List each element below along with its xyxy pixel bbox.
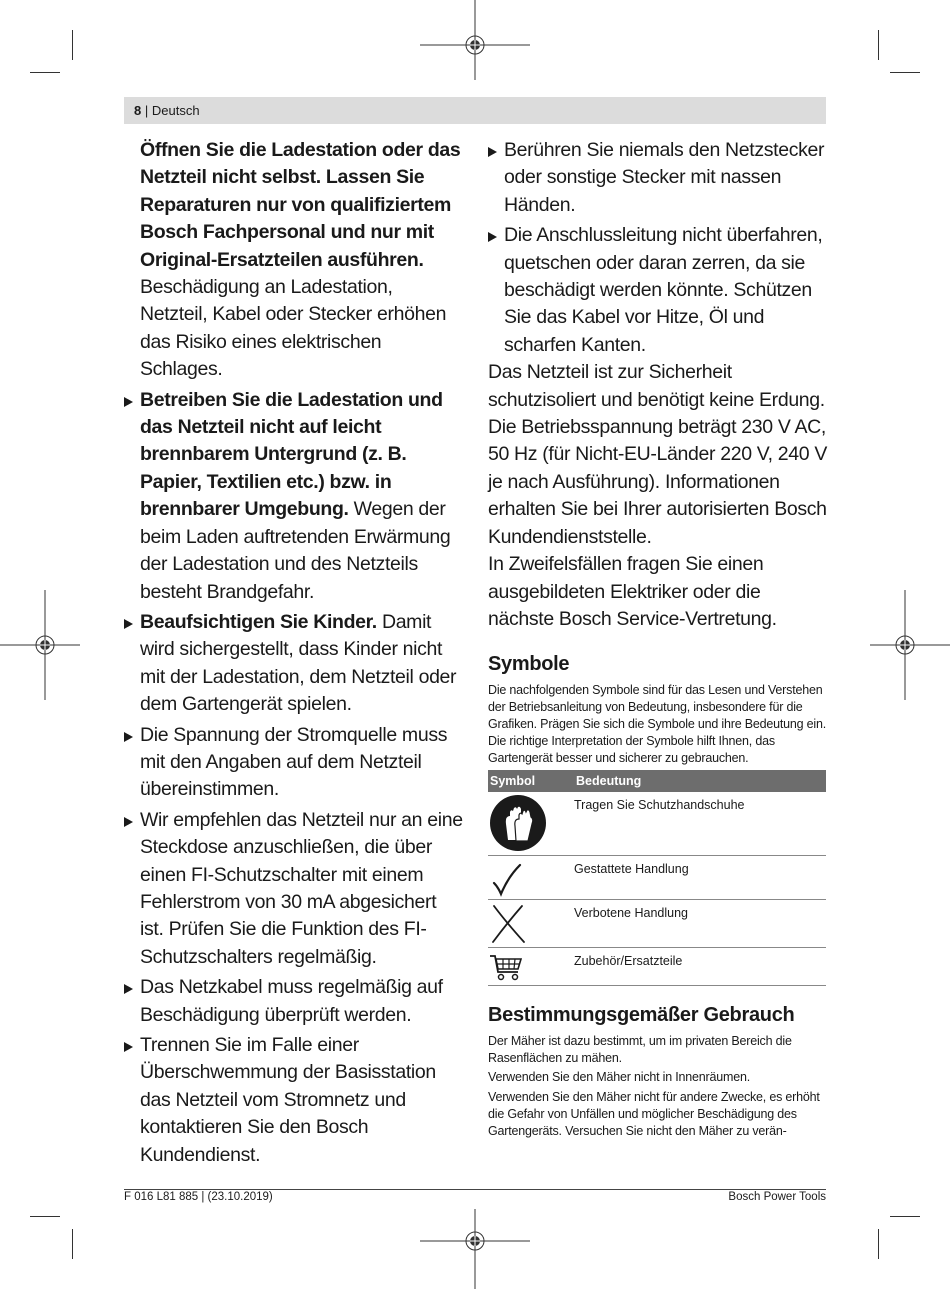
bullet-text: Wir empfehlen das Netzteil nur an eine Steckdose anzuschließen, die über einen FI-Schutzschalter mit einem Fehlerstrom von 30 mA abgesichert ist. Prüfen Sie die Funktion des FI-Schutzschalters regelmäßig. <box>140 808 463 968</box>
checkmark-icon <box>488 859 528 899</box>
crop-mark <box>878 30 879 60</box>
safety-bullet <box>124 722 464 804</box>
table-header-symbol: Symbol <box>488 770 574 792</box>
crop-mark <box>72 30 73 60</box>
table-cell-symbol <box>488 947 574 985</box>
safety-bullet <box>124 609 464 719</box>
symbols-table <box>488 770 826 986</box>
table-header-row <box>488 770 826 792</box>
usage-paragraph: Verwenden Sie den Mäher nicht in Innenräumen. <box>488 1070 751 1085</box>
bullet-bold-text: Beaufsichtigen Sie Kinder. <box>140 610 377 633</box>
table-row <box>488 855 826 899</box>
header-language: Deutsch <box>151 103 200 118</box>
cross-icon <box>488 902 528 946</box>
usage-heading: Bestimmungsgemäßer Gebrauch <box>488 1003 795 1026</box>
crop-mark <box>30 1216 60 1217</box>
safety-bullet <box>124 1032 464 1169</box>
right-column <box>488 137 828 1140</box>
table-row <box>488 947 826 985</box>
table-cell-meaning: Gestattete Handlung <box>574 855 826 899</box>
crop-mark <box>890 1216 920 1217</box>
safety-paragraph <box>124 137 464 384</box>
bullet-text: Trennen Sie im Falle einer Überschwemmung der Basisstation das Netzteil vom Stromnetz und kontaktieren Sie den Bosch Kundendienst. <box>140 1034 436 1166</box>
page-number: 8 <box>134 103 142 118</box>
body-paragraph: Das Netzteil ist zur Sicherheit schutzisoliert und benötigt keine Erdung. Die Betriebsspannung beträgt 230 V AC, 50 Hz (für Nicht-EU-Länder 220 V, 240 V je nach Ausführung). Informationen erhalten Sie bei Ihrer autorisierten Bosch Kundendienststelle. <box>488 361 827 548</box>
footer-document-id: F 016 L81 885 | (23.10.2019) <box>124 1191 273 1203</box>
crop-mark <box>878 1229 879 1259</box>
bullet-text: Das Netzkabel muss regelmäßig auf Beschädigung überprüft werden. <box>140 976 443 1026</box>
safety-text: Beschädigung an Ladestation, Netzteil, Kabel oder Stecker erhöhen das Risiko eines elektrischen Schlages. <box>140 276 447 381</box>
table-cell-meaning: Tragen Sie Schutzhandschuhe <box>574 792 826 855</box>
table-cell-meaning: Verbotene Handlung <box>574 899 826 947</box>
table-cell-symbol <box>488 855 574 899</box>
header-separator: | <box>144 103 149 118</box>
table-row <box>488 792 826 855</box>
bullet-text: Wegen der beim Laden auftretenden Erwärmung der Ladestation und des Netzteils besteht Brandgefahr. <box>140 498 451 603</box>
safety-bold-text: Öffnen Sie die Ladestation oder das Netzteil nicht selbst. Lassen Sie Reparaturen nur von qualifiziertem Bosch Fachpersonal und nur mit Original-Ersatzteilen ausführen. <box>140 139 461 271</box>
table-cell-meaning: Zubehör/Ersatzteile <box>574 947 826 985</box>
safety-bullet <box>124 807 464 971</box>
symbols-heading: Symbole <box>488 653 570 676</box>
usage-paragraph: Verwenden Sie den Mäher nicht für andere Zwecke, es erhöht die Gefahr von Unfällen und möglicher Beschädigung des Gartengeräts. Versuchen Sie nicht den Mäher zu verän- <box>488 1090 820 1138</box>
crop-mark <box>72 1229 73 1259</box>
usage-paragraph: Der Mäher ist dazu bestimmt, um im privaten Bereich die Rasenflächen zu mähen. <box>488 1033 792 1065</box>
bullet-triangle-icon <box>488 232 497 242</box>
body-paragraph: In Zweifelsfällen fragen Sie einen ausgebildeten Elektriker oder die nächste Bosch Service-Vertretung. <box>488 553 777 630</box>
bullet-triangle-icon <box>124 984 133 994</box>
safety-bullet <box>488 137 828 219</box>
symbols-intro: Die nachfolgenden Symbole sind für das Lesen und Verstehen der Betriebsanleitung von Bedeutung, insbesondere für die Grafiken. Prägen Sie sich die Symbole und ihre Bedeutung ein. Die richtige Interpretation der Symbole hilft Ihnen, das Gartengerät besser und sicherer zu gebrauchen. <box>488 683 827 765</box>
crop-mark <box>30 72 60 73</box>
gloves-icon <box>488 794 548 854</box>
footer-divider <box>124 1189 826 1190</box>
bullet-text: Berühren Sie niemals den Netzstecker oder sonstige Stecker mit nassen Händen. <box>504 139 825 216</box>
safety-bullet <box>124 387 464 606</box>
table-row <box>488 899 826 947</box>
bullet-triangle-icon <box>124 1042 133 1052</box>
table-header-meaning: Bedeutung <box>574 770 826 792</box>
bullet-text: Die Spannung der Stromquelle muss mit den Angaben auf dem Netzteil übereinstimmen. <box>140 723 448 801</box>
shopping-cart-icon <box>488 950 524 984</box>
left-column <box>124 137 464 1169</box>
registration-mark-left <box>0 590 80 700</box>
bullet-text: Die Anschlussleitung nicht überfahren, quetschen oder daran zerren, da sie beschädigt werden könnte. Schützen Sie das Kabel vor Hitze, Öl und scharfen Kanten. <box>504 224 823 356</box>
page-header <box>124 97 826 124</box>
footer-brand: Bosch Power Tools <box>728 1191 826 1203</box>
registration-mark-top <box>420 0 530 80</box>
bullet-bold-text: Betreiben Sie die Ladestation und das Netzteil nicht auf leicht brennbarem Untergrund (z. B. Papier, Textilien etc.) bzw. in brennbarer Umgebung. <box>140 388 443 521</box>
crop-mark <box>890 72 920 73</box>
bullet-triangle-icon <box>124 397 133 407</box>
safety-bullet <box>488 222 828 359</box>
bullet-triangle-icon <box>488 147 497 157</box>
table-cell-symbol <box>488 899 574 947</box>
bullet-text: Damit wird sichergestellt, dass Kinder nicht mit der Ladestation, dem Netzteil oder dem Gartengerät spielen. <box>140 610 457 716</box>
bullet-triangle-icon <box>124 732 133 742</box>
bullet-triangle-icon <box>124 619 133 629</box>
bullet-triangle-icon <box>124 817 133 827</box>
registration-mark-right <box>870 590 950 700</box>
registration-mark-bottom <box>420 1209 530 1289</box>
table-cell-symbol <box>488 792 574 855</box>
safety-bullet <box>124 974 464 1029</box>
